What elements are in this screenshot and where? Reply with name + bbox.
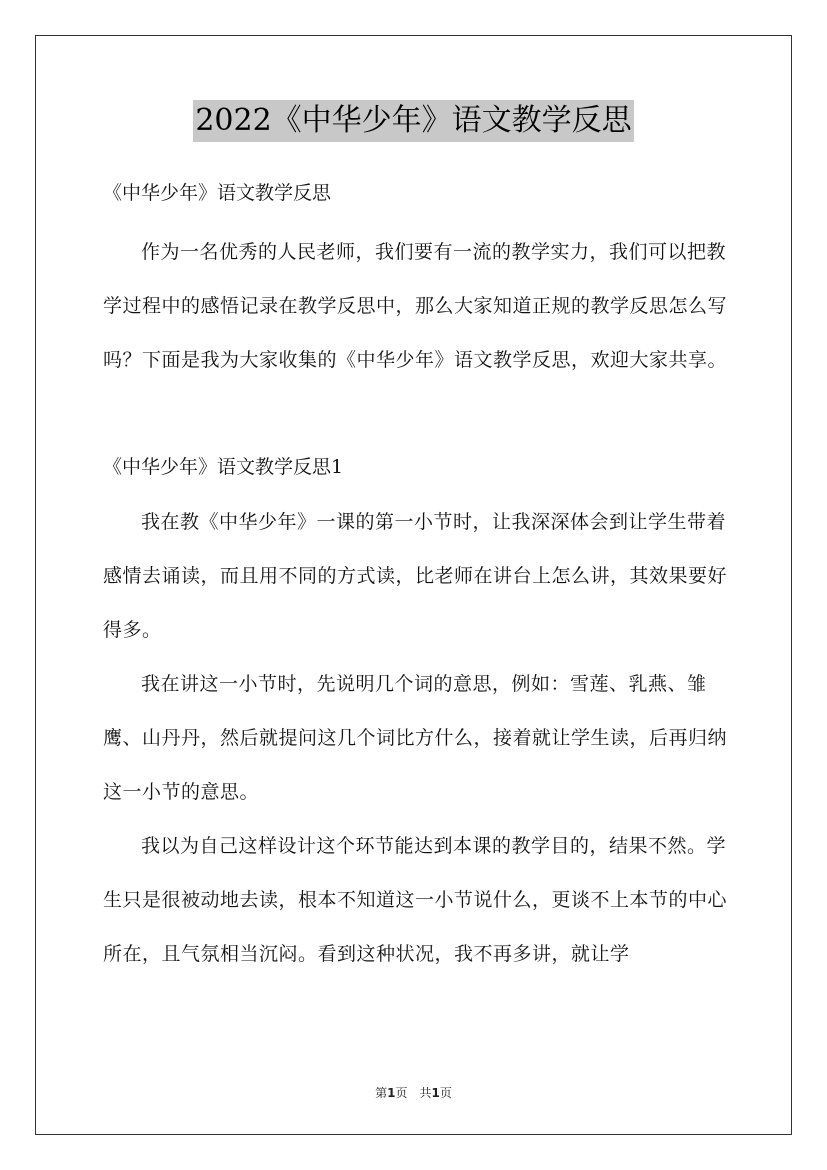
page-number: 1 bbox=[387, 1086, 396, 1100]
total-pages: 1 bbox=[431, 1086, 440, 1100]
page-prefix: 第 bbox=[375, 1086, 388, 1100]
section-1-heading: 《中华少年》语文教学反思1 bbox=[103, 456, 344, 478]
document-title: 2022《中华少年》语文教学反思 bbox=[193, 100, 633, 142]
intro-paragraph: 作为一名优秀的人民老师，我们要有一流的教学实力，我们可以把教学过程中的感悟记录在教学反思中，那么大家知道正规的教学反思怎么写吗？下面是我为大家收集的《中华少年》语文教学反思，欢迎大家共享。 bbox=[103, 241, 728, 371]
section-1-paragraph-3: 我以为自己这样设计这个环节能达到本课的教学目的，结果不然。学生只是很被动地去读，根本不知道这一小节说什么，更谈不上本节的中心所在，且气氛相当沉闷。看到这种状况，我不再多讲，就让学 bbox=[103, 835, 728, 965]
total-prefix: 共 bbox=[419, 1086, 432, 1100]
intro-heading: 《中华少年》语文教学反思 bbox=[103, 182, 332, 204]
title-container bbox=[0, 100, 827, 142]
document-body bbox=[103, 175, 743, 981]
page-footer bbox=[0, 1084, 827, 1101]
section-1-paragraph-1: 我在教《中华少年》一课的第一小节时，让我深深体会到让学生带着感情去诵读，而且用不同的方式读，比老师在讲台上怎么讲，其效果要好得多。 bbox=[103, 511, 728, 641]
total-suffix: 页 bbox=[439, 1086, 452, 1100]
section-1-paragraph-2: 我在讲这一小节时，先说明几个词的意思，例如：雪莲、乳燕、雏鹰、山丹丹，然后就提问这几个词比方什么，接着就让学生读，后再归纳这一小节的意思。 bbox=[103, 673, 728, 803]
page-suffix: 页 bbox=[395, 1086, 408, 1100]
